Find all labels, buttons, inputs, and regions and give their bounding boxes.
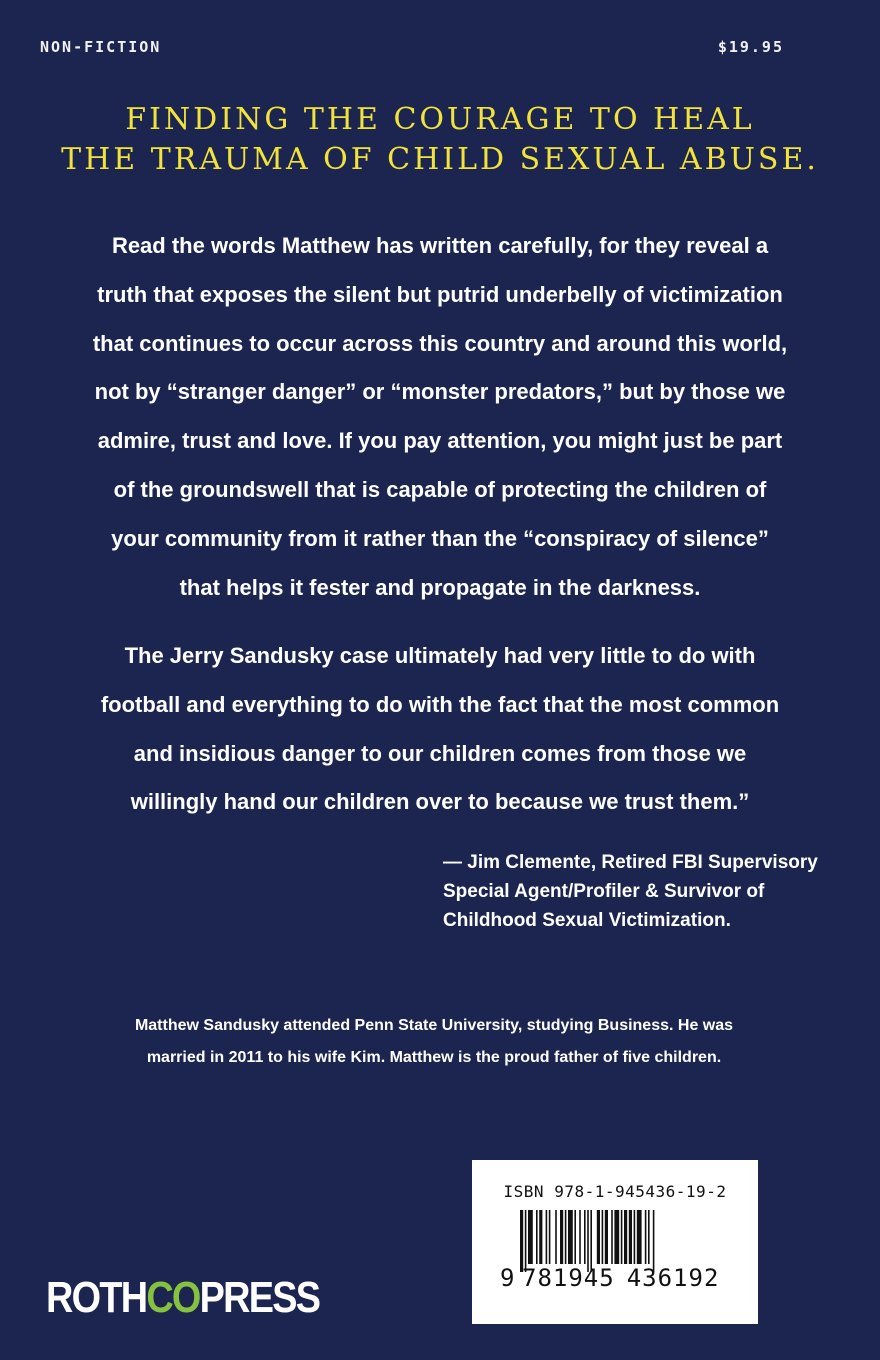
barcode-bar [579,1210,581,1264]
barcode-bar [536,1210,538,1264]
barcode-bar [648,1210,650,1264]
barcode-bar [549,1210,551,1264]
barcode-bar [590,1210,592,1272]
barcode-bar [637,1210,642,1264]
quote-line: that continues to occur across this country and around this world, [92,330,788,356]
barcode-bar [629,1210,632,1264]
barcode-bar [611,1210,613,1264]
publisher-logo [46,1272,319,1324]
author-bio [0,1010,868,1074]
barcode-bar [614,1210,619,1264]
publisher-logo-part-1: ROTH [46,1273,147,1322]
barcode-bar [560,1210,563,1264]
barcode-bar [525,1210,527,1272]
barcode-bar [634,1210,636,1264]
quote-line: and insidious danger to our children comes from those we [133,740,747,766]
barcode-group-1: 781945 [522,1264,615,1292]
barcode-lead-digit: 9 [500,1264,515,1292]
barcode-bar [587,1210,589,1272]
barcode-bar [520,1210,523,1272]
barcode-bar [539,1210,542,1264]
quote-line: football and everything to do with the fact that the most common [100,691,780,717]
barcode-digits [500,1264,719,1292]
genre-label: NON-FICTION [40,38,162,56]
barcode-bar [602,1210,604,1264]
barcode-bar [584,1210,586,1264]
isbn-label: ISBN 978-1-945436-19-2 [503,1182,727,1201]
quote-line: willingly hand our children over to because we trust them.” [130,789,750,815]
attribution-line: Special Agent/Profiler & Survivor of [443,881,765,902]
bio-line: married in 2011 to his wife Kim. Matthew is the proud father of five children. [146,1049,722,1066]
barcode-box [472,1160,758,1324]
barcode-bar [546,1210,548,1264]
barcode-bar [621,1210,623,1264]
publisher-logo-part-2: CO [146,1273,200,1322]
quote-line: The Jerry Sandusky case ultimately had very little to do with [124,643,756,668]
barcode-bar [624,1210,627,1264]
quote-line: truth that exposes the silent but putrid underbelly of victimization [97,281,783,307]
bio-line: Matthew Sandusky attended Penn State University, studying Business. He was [134,1017,734,1034]
attribution-line: — Jim Clemente, Retired FBI Supervisory [443,852,818,873]
publisher-logo-part-3: PRESS [199,1273,320,1322]
barcode-bar [528,1210,533,1264]
headline-line-2: THE TRAUMA OF CHILD SEXUAL ABUSE. [61,142,819,177]
barcode-bar [555,1210,557,1264]
barcode-bar [568,1210,573,1264]
barcode-group-2: 436192 [626,1264,720,1292]
barcode-bar [653,1210,655,1272]
quote-paragraph-1 [60,222,820,612]
barcode-bar [565,1210,567,1264]
barcode-bars [520,1210,710,1272]
quote-attribution [443,848,863,935]
quote-line: your community from it rather than the “conspiracy of silence” [111,525,769,551]
barcode-bar [574,1210,576,1264]
quote-line: not by “stranger danger” or “monster predators,” but by those we [94,379,786,405]
quote-line: Read the words Matthew has written carefully, for they reveal a [111,233,769,258]
barcode-bar [645,1210,647,1264]
headline-line-1: FINDING THE COURAGE TO HEAL [125,102,755,137]
quote-line: of the groundswell that is capable of protecting the children of [113,476,767,502]
quote-line: that helps it fester and propagate in the darkness. [179,574,701,600]
barcode-bar [597,1210,600,1264]
quote-line: admire, trust and love. If you pay attention, you might just be part [97,428,783,454]
barcode-bar [605,1210,608,1264]
headline [0,100,880,180]
attribution-line: Childhood Sexual Victimization. [443,910,731,931]
quote-paragraph-2 [60,632,820,827]
price-label: $19.95 [717,38,784,56]
